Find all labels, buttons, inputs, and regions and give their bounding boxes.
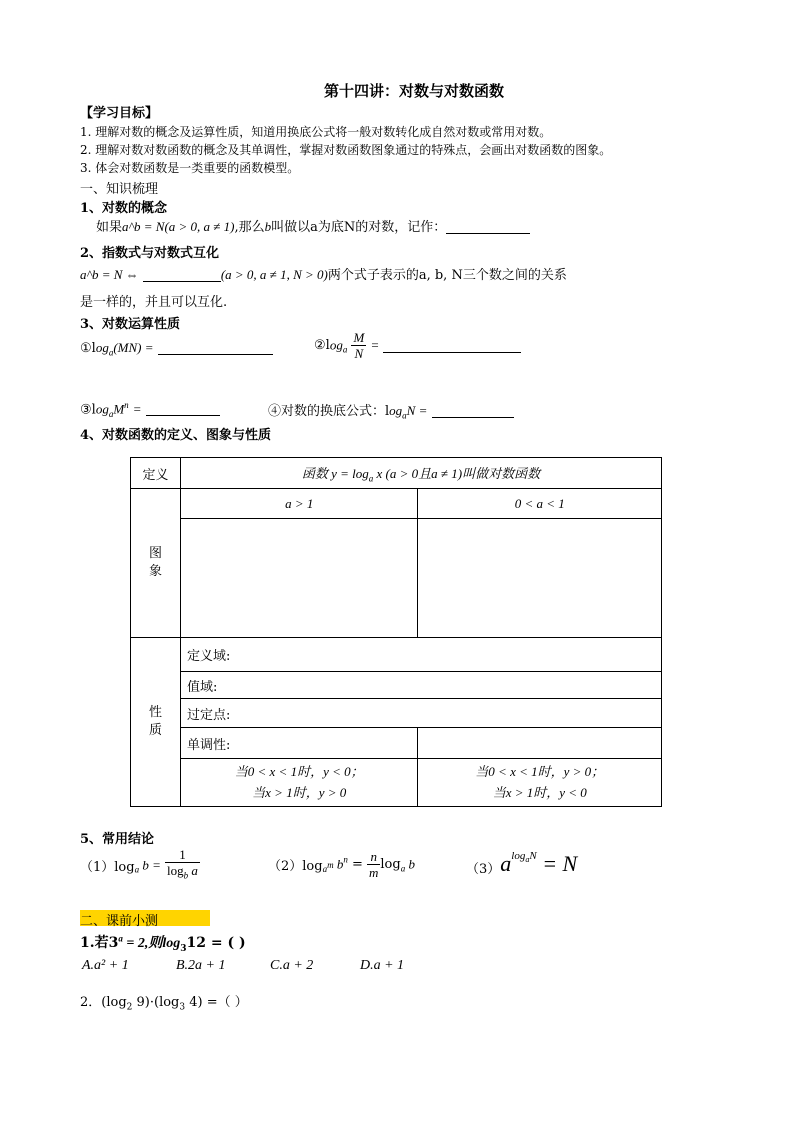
c1-sub: a <box>134 864 140 875</box>
op-4-sub: a <box>402 410 407 421</box>
op-1-label: ①l <box>80 341 96 356</box>
c3-base: a <box>500 851 512 876</box>
concept-b: b <box>264 219 272 234</box>
op-2-eq: = <box>370 337 380 353</box>
graph-area-a-lt-1[interactable] <box>418 519 662 638</box>
prop-label-1: 性 <box>148 705 162 720</box>
q1-option-b[interactable]: B.2a + 1 <box>176 958 226 973</box>
op-1 <box>80 340 273 358</box>
section-2-heading <box>80 910 158 929</box>
op-4-arg: N = <box>406 403 428 418</box>
c1-numerator: 1 <box>165 847 200 863</box>
c3-exp-arg: N <box>529 850 537 862</box>
c2-tail-sub: a <box>400 863 406 874</box>
c1-fraction <box>165 847 200 884</box>
c2-fraction <box>367 849 380 880</box>
c1-arg: b = <box>139 857 161 873</box>
q1-option-c[interactable]: C.a + 2 <box>270 958 314 973</box>
c2-sup: n <box>343 854 348 865</box>
op-3 <box>80 400 220 419</box>
op-2-label: ②l <box>314 338 330 353</box>
q2-tail: 4) =（ ） <box>185 995 248 1010</box>
concept-heading: 1、对数的概念 <box>80 201 168 216</box>
c1-den-log: log <box>167 863 184 878</box>
concept-prefix: 如果 <box>96 220 123 235</box>
op-3-math: og <box>95 401 109 417</box>
ops-heading: 3、对数运算性质 <box>80 317 181 332</box>
interchange-text: 两个式子表示的a, b, N三个数之间的关系 <box>327 268 567 283</box>
prop-label-2: 质 <box>148 723 162 738</box>
op-1-answer-blank[interactable] <box>158 340 273 355</box>
question-2 <box>80 991 248 1013</box>
op-1-sub: a <box>108 347 114 358</box>
c2-denominator: m <box>369 865 379 880</box>
q2-sub-1: 2 <box>126 1002 133 1013</box>
domain-row[interactable]: 定义域: <box>180 638 661 672</box>
op-2 <box>314 330 521 361</box>
monotonic-right[interactable] <box>418 728 662 759</box>
question-1 <box>80 932 246 954</box>
concept-math: a^b = N(a > 0, a ≠ 1) <box>122 219 235 234</box>
q1-option-a[interactable]: A.a² + 1 <box>82 958 129 973</box>
q2-prefix: 2．(log <box>80 995 127 1010</box>
op-2-numerator: M <box>353 330 365 345</box>
goal-item-3: 3. 体会对数函数是一类重要的函数模型。 <box>80 161 300 175</box>
page-title: 第十四讲：对数与对数函数 <box>324 82 505 100</box>
c1-den-sub: b <box>183 870 189 881</box>
graph-label-1: 图 <box>148 546 162 561</box>
q1-mid: = 2,则log <box>122 936 181 951</box>
c2-arg: b <box>333 856 344 872</box>
q1-option-d[interactable]: D.a + 1 <box>360 958 405 973</box>
q1-prefix: 1.若3 <box>80 935 119 951</box>
c2-tail-log: log <box>380 857 401 872</box>
table-def-func: 函数 y = log <box>301 465 369 481</box>
op-2-denominator: N <box>354 346 364 361</box>
op-3-label: ③l <box>80 402 96 418</box>
goal-item-2: 2. 理解对数对数函数的概念及其单调性，掌握对数函数图象通过的特殊点，会画出对数函数的图象。 <box>80 143 612 157</box>
concept-text: 叫做以a为底N的对数，记作： <box>271 220 447 235</box>
table-col-a-gt-1: a > 1 <box>180 489 418 519</box>
goals-heading: 【学习目标】 <box>80 106 159 121</box>
log-function-table <box>130 457 662 807</box>
conclusion-3 <box>466 850 577 877</box>
sign-right-2: 当x > 1时，y < 0 <box>492 784 587 800</box>
concept-mid: ,那么 <box>234 220 265 235</box>
c2-label: （2）log <box>268 859 323 874</box>
range-row[interactable]: 值域: <box>180 672 661 699</box>
op-3-answer-blank[interactable] <box>146 401 220 416</box>
c3-exponent <box>511 850 537 865</box>
c2-numerator: n <box>367 849 380 865</box>
c3-label: （3） <box>466 862 501 877</box>
q1-sub: 3 <box>180 943 187 954</box>
sign-right <box>418 759 662 807</box>
concept-answer-blank[interactable] <box>446 219 530 234</box>
c1-label: （1）log <box>80 859 135 875</box>
op-4-label: ④对数的换底公式：l <box>268 404 390 419</box>
monotonic-left[interactable]: 单调性: <box>180 728 418 759</box>
c1-denominator <box>165 863 200 884</box>
op-4-answer-blank[interactable] <box>432 403 514 418</box>
op-4 <box>268 400 514 421</box>
op-2-math: og <box>329 337 343 353</box>
c2-sub: am <box>322 859 334 874</box>
op-3-arg: M <box>113 401 125 417</box>
table-def-label: 定义 <box>131 458 181 489</box>
c2-subsup: m <box>327 859 334 870</box>
interchange-heading: 2、指数式与对数式互化 <box>80 246 220 261</box>
graph-label-2: 象 <box>148 564 162 579</box>
c2-eq: = <box>347 857 363 872</box>
op-3-sup: n <box>124 400 129 410</box>
c3-eq: = N <box>536 851 578 876</box>
c3-exp-log: log <box>511 850 526 862</box>
table-col-a-lt-1: 0 < a < 1 <box>418 489 662 519</box>
c3-exp-sub: a <box>525 855 530 865</box>
interchange-cond: (a > 0, a ≠ 1, N > 0) <box>220 267 328 282</box>
graph-area-a-gt-1[interactable] <box>180 519 418 638</box>
c1-den-arg: a <box>188 863 198 878</box>
interchange-line <box>80 264 567 283</box>
op-2-sub: a <box>342 344 348 355</box>
conclusion-2 <box>268 849 415 880</box>
q2-sub-2: 3 <box>179 1002 186 1013</box>
op-1-arg: (MN) = <box>113 340 154 355</box>
sign-right-1: 当0 < x < 1时，y > 0； <box>475 763 605 779</box>
section-1-heading: 一、知识梳理 <box>80 182 159 197</box>
op-2-fraction <box>351 330 366 361</box>
op-3-sub: a <box>108 408 114 419</box>
sign-left <box>180 759 418 807</box>
interchange-math: a^b = N ⇔ <box>80 267 139 282</box>
table-prop-label <box>131 638 181 807</box>
table-def-cond: x (a > 0且a ≠ 1)叫做对数函数 <box>373 465 541 481</box>
table-def-text <box>180 458 661 489</box>
op-3-eq: = <box>132 401 142 417</box>
sign-left-1: 当0 < x < 1时，y < 0； <box>234 763 364 779</box>
sign-left-2: 当x > 1时，y > 0 <box>252 784 347 800</box>
goal-item-1: 1. 理解对数的概念及运算性质，知道用换底公式将一般对数转化成自然对数或常用对数。 <box>80 125 552 139</box>
table-def-sub: a <box>368 473 374 484</box>
q2-mid: 9)·(log <box>132 995 180 1010</box>
table-graph-label <box>131 489 181 638</box>
q1-tail: 12 = ( ) <box>186 935 246 951</box>
section-2-heading-text: 二、课前小测 <box>80 914 159 929</box>
conclusion-1 <box>80 847 200 884</box>
interchange-text-2: 是一样的，并且可以互化. <box>80 295 228 310</box>
q1-sup: a <box>118 933 123 944</box>
op-1-math: og <box>95 340 109 355</box>
c2-tail-arg: b <box>405 856 415 872</box>
op-2-answer-blank[interactable] <box>383 338 521 353</box>
func-heading: 4、对数函数的定义、图象与性质 <box>80 428 272 443</box>
fixed-point-row[interactable]: 过定点: <box>180 699 661 728</box>
interchange-answer-blank[interactable] <box>143 267 221 282</box>
concept-line <box>96 216 530 235</box>
section-5-heading: 5、常用结论 <box>80 832 155 847</box>
op-4-math: og <box>389 403 403 418</box>
